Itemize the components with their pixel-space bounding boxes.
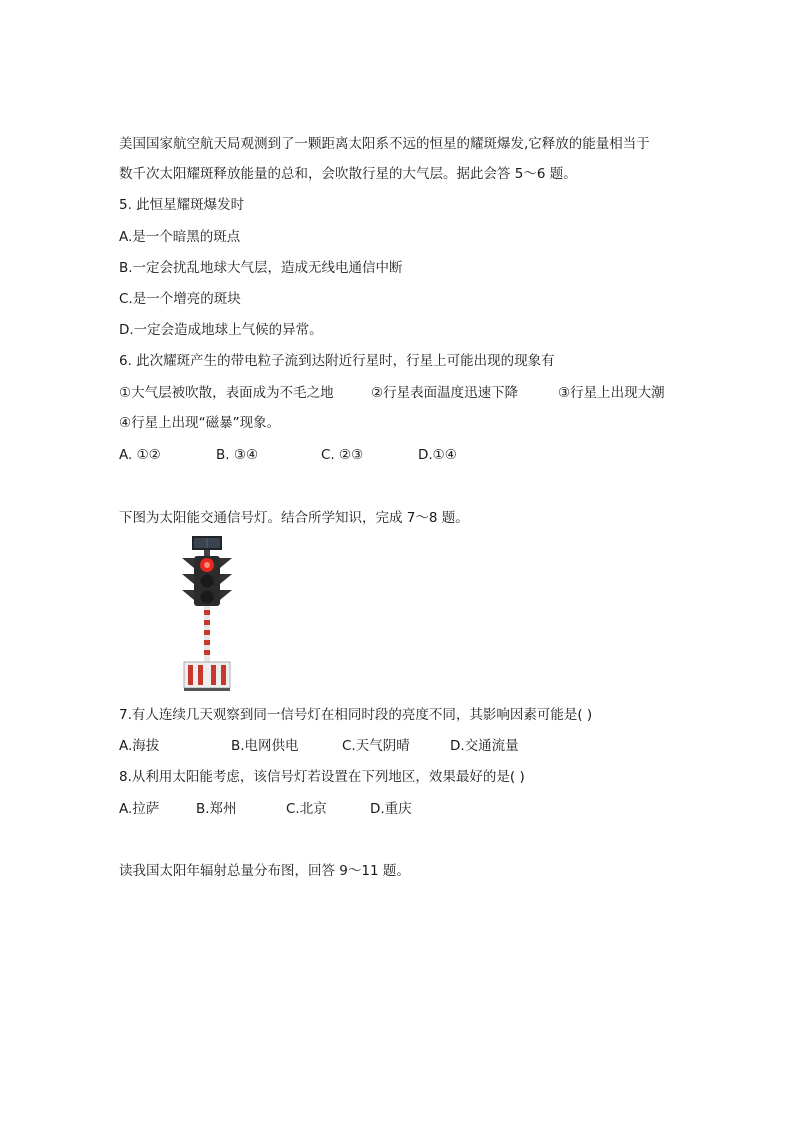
q8-option-a: A.拉萨 xyxy=(119,801,160,817)
intro-line-1: 美国国家航空航天局观测到了一颗距离太阳系不远的恒星的耀斑爆发,它释放的能量相当于 xyxy=(119,136,650,152)
q6-phenomenon-4: ④行星上出现“磁暴”现象。 xyxy=(119,415,281,431)
q8-option-b: B.郑州 xyxy=(196,801,237,817)
q7-option-c: C.天气阴晴 xyxy=(342,738,410,754)
intro-line-2: 数千次太阳耀斑释放能量的总和，会吹散行星的大气层。据此会答 5～6 题。 xyxy=(119,166,577,182)
section2-intro: 下图为太阳能交通信号灯。结合所学知识，完成 7～8 题。 xyxy=(119,510,469,526)
solar-traffic-light-image xyxy=(176,534,238,694)
q6-stem: 6. 此次耀斑产生的带电粒子流到达附近行星时，行星上可能出现的现象有 xyxy=(119,353,555,369)
q8-stem: 8.从利用太阳能考虑，该信号灯若设置在下列地区，效果最好的是( ) xyxy=(119,769,525,785)
q6-phenomenon-1: ①大气层被吹散，表面成为不毛之地 xyxy=(119,385,334,401)
q6-option-b: B. ③④ xyxy=(216,447,259,463)
q7-option-a: A.海拔 xyxy=(119,738,160,754)
q6-option-c: C. ②③ xyxy=(321,447,364,463)
q6-phenomenon-3: ③行星上出现大潮 xyxy=(558,385,665,401)
q5-option-a: A.是一个暗黑的斑点 xyxy=(119,229,241,245)
section3-intro: 读我国太阳年辐射总量分布图，回答 9～11 题。 xyxy=(119,863,410,879)
q6-option-a: A. ①② xyxy=(119,447,161,463)
q5-option-b: B.一定会扰乱地球大气层，造成无线电通信中断 xyxy=(119,260,403,276)
q5-option-d: D.一定会造成地球上气候的异常。 xyxy=(119,322,323,338)
q8-option-d: D.重庆 xyxy=(370,801,412,817)
q6-option-d: D.①④ xyxy=(418,447,457,463)
q5-stem: 5. 此恒星耀斑爆发时 xyxy=(119,197,245,213)
q6-phenomenon-2: ②行星表面温度迅速下降 xyxy=(371,385,519,401)
q7-stem: 7.有人连续几天观察到同一信号灯在相同时段的亮度不同，其影响因素可能是( ) xyxy=(119,707,593,723)
q7-option-d: D.交通流量 xyxy=(450,738,519,754)
q8-option-c: C.北京 xyxy=(286,801,327,817)
q5-option-c: C.是一个增亮的斑块 xyxy=(119,291,241,307)
q7-option-b: B.电网供电 xyxy=(231,738,299,754)
